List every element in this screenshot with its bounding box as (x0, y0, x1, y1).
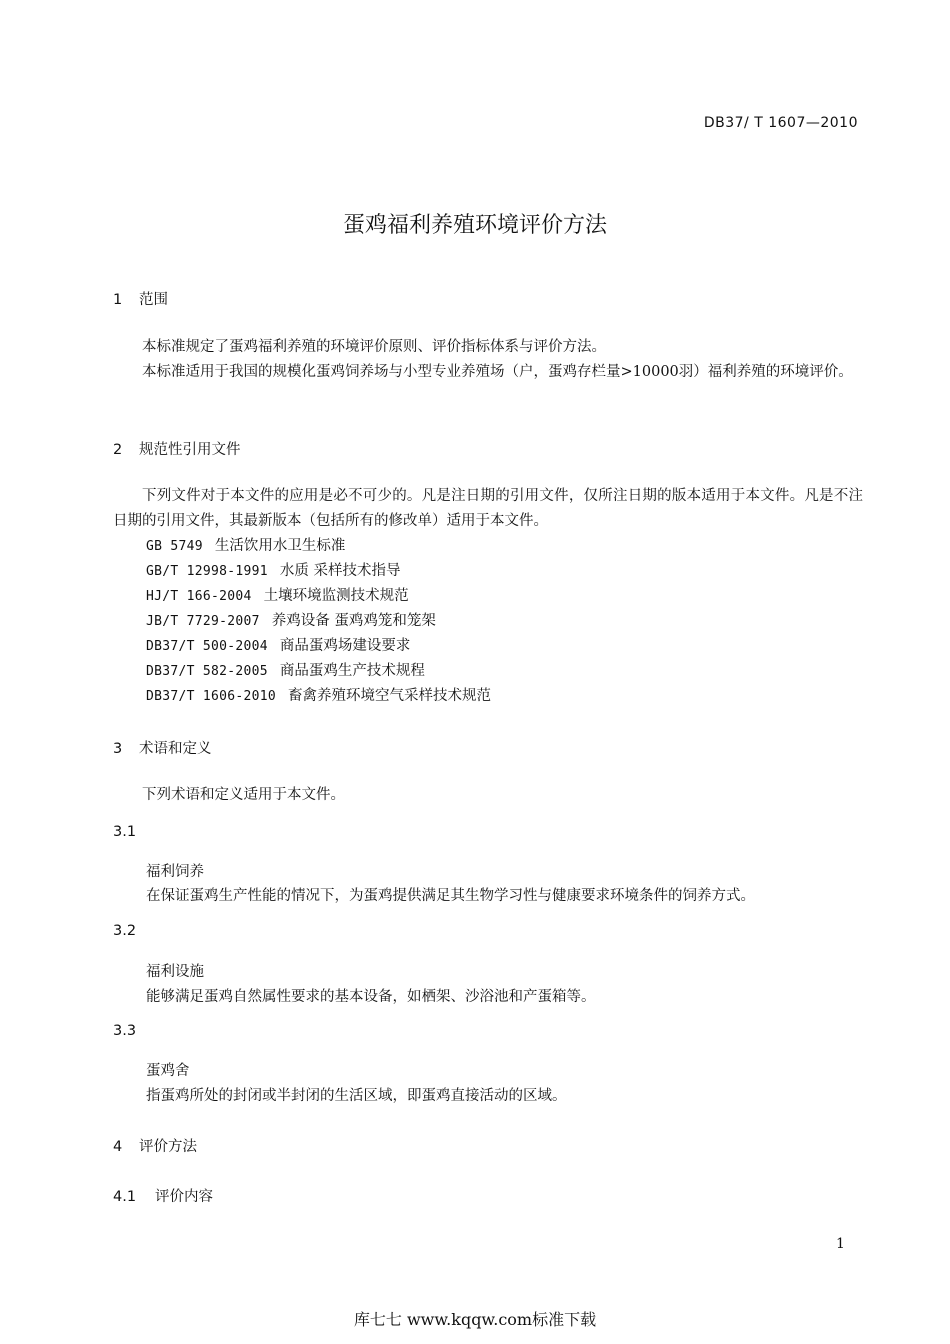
section-3-intro (113, 783, 863, 808)
reference-code: JB/T 7729-2007 (146, 614, 260, 629)
section-2-heading (113, 438, 241, 459)
reference-code: HJ/T 166-2004 (146, 589, 252, 604)
reference-item (146, 584, 491, 609)
standard-code: DB37/ T 1607—2010 (703, 115, 858, 131)
section-title: 评价方法 (139, 1139, 197, 1155)
subsection-4-1-heading (113, 1185, 213, 1206)
term-name: 福利饲养 (146, 864, 204, 880)
paragraph: 下列术语和定义适用于本文件。 (142, 787, 345, 803)
reference-code: DB37/T 582-2005 (146, 664, 268, 679)
term-number: 3.3 (113, 1023, 137, 1039)
reference-item (146, 634, 491, 659)
section-number: 1 (113, 292, 123, 308)
paragraph: 本标准适用于我国的规模化蛋鸡饲养场与小型专业养殖场（户，蛋鸡存栏量>10000羽）福利养殖的环境评价。 (142, 364, 853, 380)
reference-item (146, 534, 491, 559)
section-number: 4.1 (113, 1189, 137, 1205)
reference-name: 养鸡设备 蛋鸡鸡笼和笼架 (271, 613, 436, 629)
term-name: 福利设施 (146, 964, 204, 980)
term-definition: 在保证蛋鸡生产性能的情况下，为蛋鸡提供满足其生物学习性与健康要求环境条件的饲养方式。 (146, 888, 755, 904)
section-number: 4 (113, 1139, 123, 1155)
section-1-heading (113, 288, 168, 309)
term-definition: 能够满足蛋鸡自然属性要求的基本设备，如栖架、沙浴池和产蛋箱等。 (146, 989, 596, 1005)
term-name: 蛋鸡舍 (146, 1063, 190, 1079)
section-title: 评价内容 (155, 1189, 213, 1205)
reference-item (146, 659, 491, 684)
reference-item (146, 559, 491, 584)
reference-item (146, 684, 491, 709)
section-title: 范围 (139, 292, 168, 308)
term-number: 3.1 (113, 824, 137, 840)
reference-code: DB37/T 500-2004 (146, 639, 268, 654)
reference-item (146, 609, 491, 634)
section-1-body (113, 335, 863, 385)
section-title: 术语和定义 (139, 741, 212, 757)
reference-list (146, 534, 491, 709)
section-4-heading (113, 1135, 197, 1156)
section-number: 3 (113, 741, 123, 757)
reference-name: 水质 采样技术指导 (279, 563, 401, 579)
reference-name: 商品蛋鸡场建设要求 (279, 638, 411, 654)
reference-name: 商品蛋鸡生产技术规程 (279, 663, 425, 679)
footer-watermark: 库七七 www.kqqw.com标准下载 (353, 1310, 597, 1329)
reference-name: 生活饮用水卫生标准 (214, 538, 346, 554)
section-title: 规范性引用文件 (139, 442, 241, 458)
section-3-heading (113, 737, 212, 758)
paragraph: 本标准规定了蛋鸡福利养殖的环境评价原则、评价指标体系与评价方法。 (142, 339, 606, 355)
reference-code: DB37/T 1606-2010 (146, 689, 277, 704)
section-number: 2 (113, 442, 123, 458)
term-definition: 指蛋鸡所处的封闭或半封闭的生活区域，即蛋鸡直接活动的区域。 (146, 1088, 567, 1104)
reference-name: 畜禽养殖环境空气采样技术规范 (288, 688, 492, 704)
document-title: 蛋鸡福利养殖环境评价方法 (342, 213, 607, 238)
reference-name: 土壤环境监测技术规范 (263, 588, 409, 604)
reference-code: GB 5749 (146, 539, 203, 554)
reference-code: GB/T 12998-1991 (146, 564, 268, 579)
section-2-intro (113, 484, 863, 534)
page-number: 1 (836, 1236, 845, 1252)
term-number: 3.2 (113, 923, 137, 939)
paragraph: 下列文件对于本文件的应用是必不可少的。凡是注日期的引用文件，仅所注日期的版本适用于本文件。凡是不注日期的引用文件，其最新版本（包括所有的修改单）适用于本文件。 (113, 488, 863, 529)
